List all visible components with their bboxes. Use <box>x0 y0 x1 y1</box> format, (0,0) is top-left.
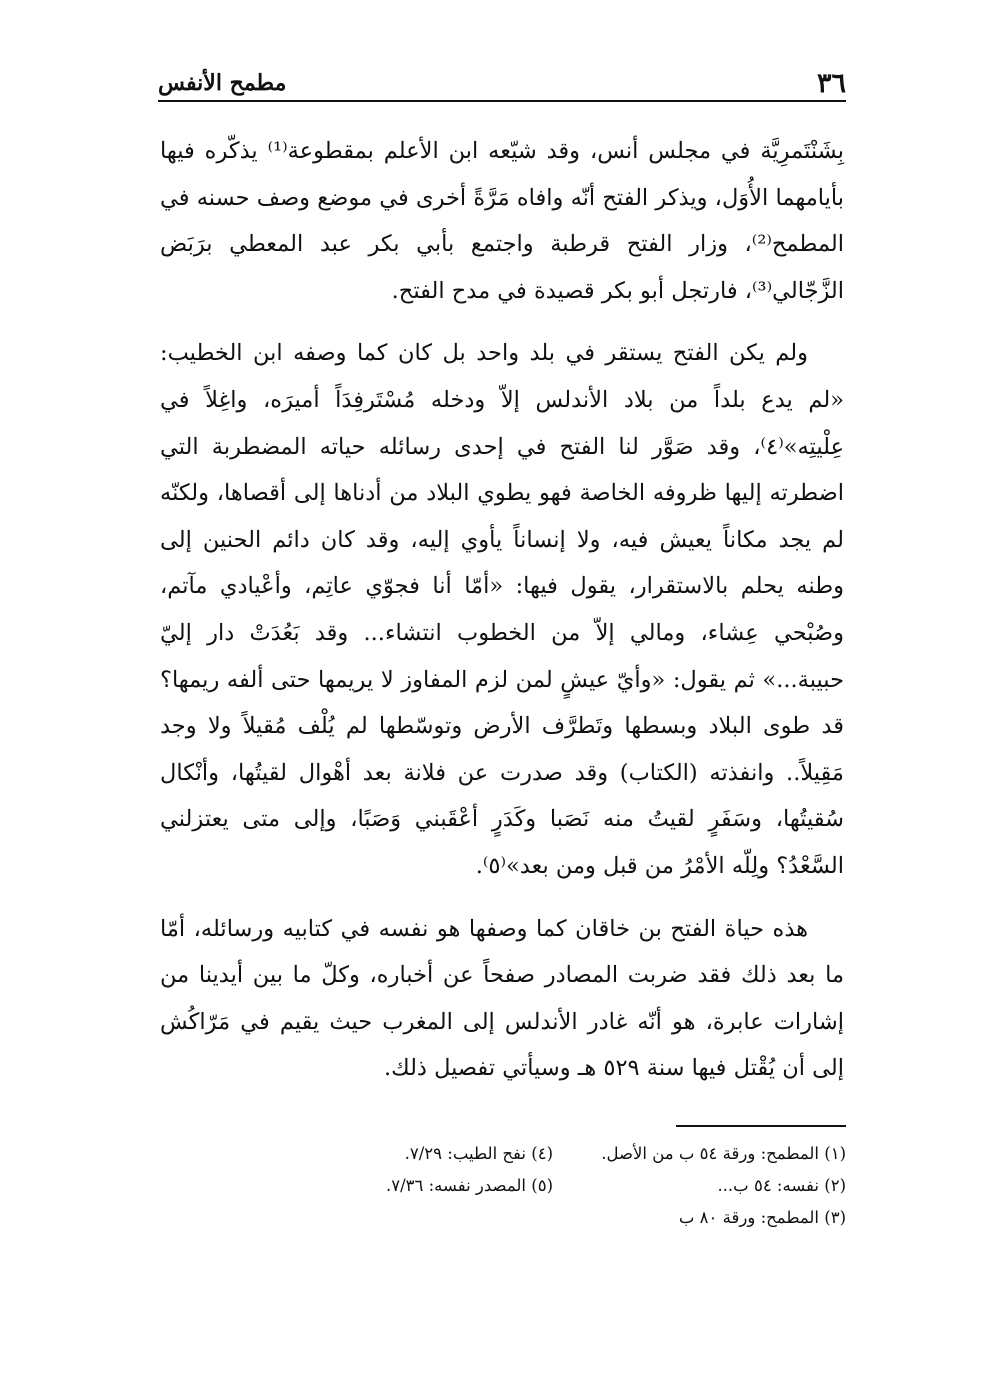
footnote-row <box>260 1202 846 1234</box>
footnote-2: (٢) نفسه: ٥٤ ب... <box>717 1176 846 1195</box>
footnote-row <box>260 1170 846 1202</box>
paragraph-2: ولم يكن الفتح يستقر في بلد واحد بل كان كما وصفه ابن الخطيب: «لم يدع بلداً من بلاد الأندلس إلاّ ودخله مُسْتَرفِدَاً أميرَه، واغِلاً في عِلْيتِه»⁽٤⁾، وقد صَوَّر لنا الفتح في إحدى رسائله حياته المضطربة التي اضطرته إليها ظروفه الخاصة فهو يطوي البلاد من أدناها إلى أقصاها، ولكنّه لم يجد مكاناً يعيش فيه، ولا إنساناً يأوي إليه، وقد كان دائم الحنين إلى وطنه يحلم بالاستقرار، يقول فيها: «أمّا أنا فجوّي عاتِم، وأعْيادي مآتم، وصُبْحي عِشاء، ومالي إلاّ من الخطوب انتشاء... وقد بَعُدَتْ دار إليّ حبيبة...» ثم يقول: «وأيّ عيشٍ لمن لزم المفاوز لا يريمها حتى ألفه ريمها؟ قد طوى البلاد وبسطها وتَطرَّف الأرض وتوسّطها لم يُلْف مُقيلاً ولا وجد مَقِيلاً.. وانفذته (الكتاب) وقد صدرت عن فلانة بعد أهْوال لقيتُها، وأنْكال سُقيتُها، وسَفَرٍ لقيتُ منه نَصَبا وكَدَرٍ أعْقَبني وَصَبًا، وإلى متى يعتزلني السَّعْدُ؟ ولِلّه الأمْرُ من قبل ومن بعد»⁽٥⁾. <box>160 340 844 879</box>
paragraph-1: بِشَنْتَمرِيَّة في مجلس أنس، وقد شيّعه ابن الأعلم بمقطوعة⁽¹⁾ يذكّره فيها بأيامهما الأُوَل، ويذكر الفتح أنّه وافاه مَرَّةً أخرى في موضع وصف حسنه في المطمح⁽²⁾، وزار الفتح قرطبة واجتمع بأبي بكر عبد المعطي برَبَض الزَّجّالي⁽³⁾، فارتجل أبو بكر قصيدة في مدح الفتح. <box>160 138 844 304</box>
footnote-1: (١) المطمح: ورقة ٥٤ ب من الأصل. <box>601 1144 846 1163</box>
footnotes <box>260 1138 846 1234</box>
footnote-4: (٤) نفح الطيب: ٧/٢٩. <box>404 1144 553 1163</box>
paragraph-3: هذه حياة الفتح بن خاقان كما وصفها هو نفسه في كتابيه ورسائله، أمّا ما بعد ذلك فقد ضربت المصادر صفحاً عن أخباره، وكلّ ما بين أيدينا من إشارات عابرة، هو أنّه غادر الأندلس إلى المغرب حيث يقيم في مَرّاكُش إلى أن يُقْتل فيها سنة ٥٢٩ هـ وسيأتي تفصيل ذلك. <box>160 915 844 1082</box>
footnote-3: (٣) المطمح: ورقة ٨٠ ب <box>678 1208 846 1227</box>
footnote-separator <box>676 1125 846 1127</box>
footnote-row <box>260 1138 846 1170</box>
main-text <box>160 128 844 1092</box>
running-header <box>158 66 846 102</box>
running-title: مطمح الأنفس <box>158 70 287 96</box>
page-number: ٣٦ <box>816 68 846 99</box>
footnote-5: (٥) المصدر نفسه: ٧/٣٦. <box>385 1176 553 1195</box>
